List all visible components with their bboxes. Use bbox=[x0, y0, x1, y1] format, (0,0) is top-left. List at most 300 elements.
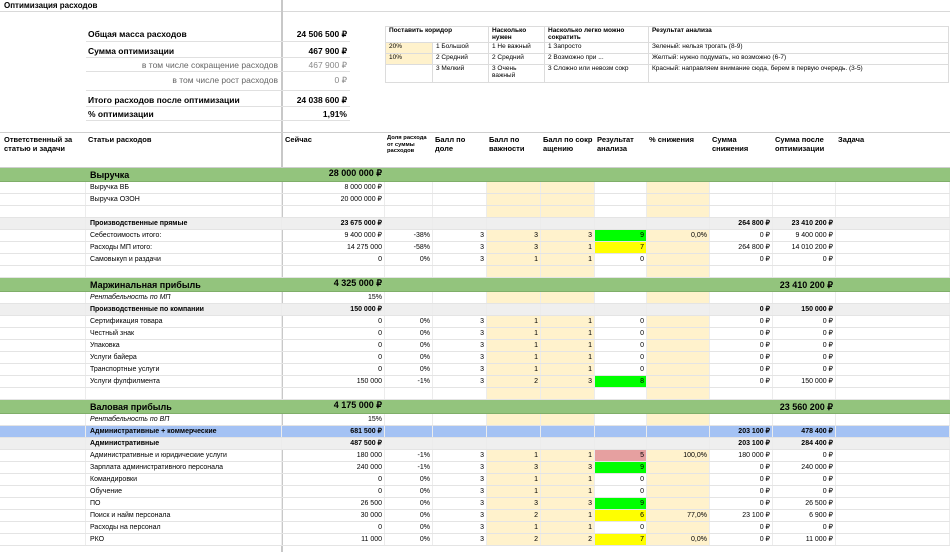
cell-i[interactable]: 0,0% bbox=[647, 534, 710, 545]
cell-i[interactable]: 0,0% bbox=[647, 230, 710, 241]
cell-k[interactable]: 6 900 ₽ bbox=[773, 510, 836, 521]
header-analysis-result[interactable]: Результат анализа bbox=[597, 135, 634, 153]
cell-l[interactable] bbox=[836, 266, 950, 277]
header-task[interactable]: Задача bbox=[838, 135, 865, 144]
cell-a[interactable] bbox=[0, 230, 86, 241]
cell-b[interactable] bbox=[86, 266, 282, 277]
cell-l[interactable] bbox=[836, 340, 950, 351]
cell-b[interactable]: ПО bbox=[86, 498, 282, 509]
cell-j[interactable]: 203 100 ₽ bbox=[710, 438, 773, 449]
summary-opt-growth-value[interactable]: 0 ₽ bbox=[334, 75, 347, 85]
cell-f[interactable]: 1 bbox=[487, 522, 541, 533]
cell-g[interactable]: 1 bbox=[541, 450, 595, 461]
cell-a[interactable] bbox=[0, 426, 86, 437]
header-reduction-pct[interactable]: % снижения bbox=[649, 135, 694, 144]
cell-b[interactable]: Производственные по компании bbox=[86, 304, 282, 315]
cell-d[interactable]: 0% bbox=[385, 486, 433, 497]
cell-e[interactable]: 3 bbox=[433, 450, 487, 461]
cell-k[interactable]: 0 ₽ bbox=[773, 352, 836, 363]
cell-l[interactable] bbox=[836, 316, 950, 327]
cell-a[interactable] bbox=[0, 462, 86, 473]
cell-c[interactable]: 9 400 000 ₽ bbox=[283, 230, 385, 241]
legend-cell[interactable]: 10% bbox=[386, 54, 433, 65]
cell-a[interactable] bbox=[0, 328, 86, 339]
cell-i[interactable] bbox=[647, 522, 710, 533]
cell-g[interactable]: 3 bbox=[541, 376, 595, 387]
cell-j[interactable] bbox=[710, 414, 773, 425]
cell-i[interactable] bbox=[647, 168, 710, 181]
cell-c[interactable]: 11 000 bbox=[283, 534, 385, 545]
cell-d[interactable]: 0% bbox=[385, 474, 433, 485]
cell-j[interactable] bbox=[710, 168, 773, 181]
summary-after-value[interactable]: 24 038 600 ₽ bbox=[296, 95, 347, 105]
cell-a[interactable] bbox=[0, 352, 86, 363]
cell-c[interactable]: 14 275 000 bbox=[283, 242, 385, 253]
cell-d[interactable]: 0% bbox=[385, 340, 433, 351]
legend-cell[interactable]: 20% bbox=[386, 43, 433, 54]
cell-k[interactable]: 284 400 ₽ bbox=[773, 438, 836, 449]
cell-d[interactable] bbox=[385, 304, 433, 315]
cell-g[interactable]: 3 bbox=[541, 230, 595, 241]
cell-a[interactable] bbox=[0, 522, 86, 533]
cell-d[interactable]: 0% bbox=[385, 328, 433, 339]
cell-l[interactable] bbox=[836, 292, 950, 303]
cell-e[interactable]: 3 bbox=[433, 498, 487, 509]
cell-f[interactable]: 2 bbox=[487, 534, 541, 545]
cell-g[interactable] bbox=[541, 388, 595, 399]
cell-k[interactable]: 240 000 ₽ bbox=[773, 462, 836, 473]
cell-h[interactable]: 0 bbox=[595, 522, 647, 533]
cell-l[interactable] bbox=[836, 254, 950, 265]
cell-a[interactable] bbox=[0, 376, 86, 387]
legend-cell[interactable]: Красный: направляем внимание сюда, берем в первую очередь. (3-5) bbox=[649, 65, 949, 83]
cell-a[interactable] bbox=[0, 316, 86, 327]
cell-e[interactable] bbox=[433, 438, 487, 449]
cell-a[interactable] bbox=[0, 474, 86, 485]
cell-h[interactable] bbox=[595, 292, 647, 303]
cell-i[interactable] bbox=[647, 426, 710, 437]
cell-a[interactable] bbox=[0, 218, 86, 229]
cell-g[interactable]: 1 bbox=[541, 254, 595, 265]
cell-c[interactable]: 0 bbox=[283, 316, 385, 327]
cell-e[interactable]: 3 bbox=[433, 534, 487, 545]
cell-i[interactable] bbox=[647, 266, 710, 277]
cell-l[interactable] bbox=[836, 242, 950, 253]
cell-k[interactable]: 0 ₽ bbox=[773, 450, 836, 461]
cell-j[interactable] bbox=[710, 194, 773, 205]
cell-l[interactable] bbox=[836, 278, 950, 291]
cell-f[interactable] bbox=[487, 438, 541, 449]
cell-d[interactable]: -1% bbox=[385, 450, 433, 461]
cell-j[interactable]: 264 800 ₽ bbox=[710, 218, 773, 229]
cell-l[interactable] bbox=[836, 534, 950, 545]
cell-k[interactable]: 23 410 200 ₽ bbox=[773, 278, 836, 291]
cell-l[interactable] bbox=[836, 376, 950, 387]
cell-g[interactable] bbox=[541, 414, 595, 425]
cell-a[interactable] bbox=[0, 534, 86, 545]
cell-i[interactable]: 77,0% bbox=[647, 510, 710, 521]
cell-i[interactable] bbox=[647, 352, 710, 363]
cell-k[interactable]: 14 010 200 ₽ bbox=[773, 242, 836, 253]
cell-h[interactable]: 0 bbox=[595, 486, 647, 497]
summary-opt-value[interactable]: 467 900 ₽ bbox=[308, 46, 347, 56]
cell-d[interactable]: -38% bbox=[385, 230, 433, 241]
cell-b[interactable]: Производственные прямые bbox=[86, 218, 282, 229]
cell-d[interactable] bbox=[385, 266, 433, 277]
cell-f[interactable]: 1 bbox=[487, 364, 541, 375]
cell-g[interactable] bbox=[541, 278, 595, 291]
cell-e[interactable] bbox=[433, 278, 487, 291]
cell-d[interactable] bbox=[385, 292, 433, 303]
cell-a[interactable] bbox=[0, 194, 86, 205]
cell-g[interactable]: 1 bbox=[541, 328, 595, 339]
header-reduction-sum[interactable]: Сумма снижения bbox=[712, 135, 749, 153]
cell-e[interactable]: 3 bbox=[433, 522, 487, 533]
cell-h[interactable]: 0 bbox=[595, 254, 647, 265]
cell-k[interactable]: 9 400 000 ₽ bbox=[773, 230, 836, 241]
cell-e[interactable] bbox=[433, 266, 487, 277]
cell-f[interactable]: 3 bbox=[487, 242, 541, 253]
cell-f[interactable] bbox=[487, 206, 541, 217]
cell-b[interactable]: Самовыкуп и раздачи bbox=[86, 254, 282, 265]
cell-e[interactable]: 3 bbox=[433, 316, 487, 327]
cell-b[interactable] bbox=[86, 388, 282, 399]
cell-h[interactable] bbox=[595, 266, 647, 277]
cell-g[interactable] bbox=[541, 182, 595, 193]
cell-a[interactable] bbox=[0, 498, 86, 509]
cell-d[interactable]: 0% bbox=[385, 352, 433, 363]
cell-a[interactable] bbox=[0, 364, 86, 375]
cell-h[interactable] bbox=[595, 194, 647, 205]
cell-k[interactable] bbox=[773, 206, 836, 217]
cell-c[interactable]: 0 bbox=[283, 486, 385, 497]
cell-k[interactable]: 0 ₽ bbox=[773, 316, 836, 327]
cell-a[interactable] bbox=[0, 278, 86, 291]
cell-c[interactable]: 20 000 000 ₽ bbox=[283, 194, 385, 205]
cell-d[interactable] bbox=[385, 194, 433, 205]
cell-e[interactable]: 3 bbox=[433, 352, 487, 363]
cell-d[interactable]: -58% bbox=[385, 242, 433, 253]
cell-e[interactable] bbox=[433, 426, 487, 437]
cell-l[interactable] bbox=[836, 510, 950, 521]
cell-k[interactable]: 478 400 ₽ bbox=[773, 426, 836, 437]
cell-h[interactable]: 0 bbox=[595, 364, 647, 375]
cell-a[interactable] bbox=[0, 182, 86, 193]
cell-f[interactable]: 1 bbox=[487, 340, 541, 351]
cell-h[interactable]: 7 bbox=[595, 534, 647, 545]
cell-e[interactable]: 3 bbox=[433, 462, 487, 473]
cell-g[interactable] bbox=[541, 400, 595, 413]
cell-d[interactable]: 0% bbox=[385, 316, 433, 327]
cell-l[interactable] bbox=[836, 352, 950, 363]
cell-l[interactable] bbox=[836, 218, 950, 229]
cell-e[interactable]: 3 bbox=[433, 328, 487, 339]
cell-d[interactable] bbox=[385, 218, 433, 229]
cell-c[interactable]: 681 500 ₽ bbox=[283, 426, 385, 437]
cell-g[interactable] bbox=[541, 194, 595, 205]
cell-l[interactable] bbox=[836, 400, 950, 413]
cell-j[interactable]: 203 100 ₽ bbox=[710, 426, 773, 437]
cell-g[interactable]: 1 bbox=[541, 316, 595, 327]
legend-cell[interactable] bbox=[386, 65, 433, 83]
cell-f[interactable] bbox=[487, 266, 541, 277]
header-score-importance[interactable]: Балл по важности bbox=[489, 135, 525, 153]
cell-e[interactable]: 3 bbox=[433, 254, 487, 265]
cell-a[interactable] bbox=[0, 486, 86, 497]
header-expense-item[interactable]: Статьи расходов bbox=[88, 135, 152, 144]
cell-e[interactable] bbox=[433, 292, 487, 303]
cell-j[interactable] bbox=[710, 266, 773, 277]
cell-a[interactable] bbox=[0, 266, 86, 277]
cell-f[interactable]: 1 bbox=[487, 254, 541, 265]
cell-f[interactable] bbox=[487, 218, 541, 229]
cell-b[interactable]: Расходы на персонал bbox=[86, 522, 282, 533]
cell-j[interactable]: 0 ₽ bbox=[710, 534, 773, 545]
header-score-share[interactable]: Балл по доле bbox=[435, 135, 466, 153]
cell-d[interactable]: 0% bbox=[385, 534, 433, 545]
cell-a[interactable] bbox=[0, 254, 86, 265]
cell-j[interactable]: 180 000 ₽ bbox=[710, 450, 773, 461]
cell-d[interactable]: 0% bbox=[385, 510, 433, 521]
cell-f[interactable] bbox=[487, 400, 541, 413]
cell-j[interactable]: 0 ₽ bbox=[710, 462, 773, 473]
cell-c[interactable]: 0 bbox=[283, 364, 385, 375]
cell-l[interactable] bbox=[836, 182, 950, 193]
header-share[interactable]: Доля расхода от суммы расходов bbox=[387, 135, 427, 154]
cell-i[interactable] bbox=[647, 242, 710, 253]
cell-a[interactable] bbox=[0, 450, 86, 461]
cell-b[interactable]: Упаковка bbox=[86, 340, 282, 351]
cell-d[interactable] bbox=[385, 206, 433, 217]
cell-g[interactable]: 1 bbox=[541, 510, 595, 521]
cell-g[interactable] bbox=[541, 438, 595, 449]
cell-g[interactable] bbox=[541, 304, 595, 315]
cell-j[interactable]: 0 ₽ bbox=[710, 340, 773, 351]
legend-cell[interactable]: 2 Возможно при ... bbox=[545, 54, 649, 65]
cell-c[interactable] bbox=[283, 388, 385, 399]
cell-c[interactable]: 30 000 bbox=[283, 510, 385, 521]
cell-h[interactable]: 9 bbox=[595, 498, 647, 509]
cell-h[interactable] bbox=[595, 182, 647, 193]
cell-k[interactable]: 0 ₽ bbox=[773, 328, 836, 339]
cell-i[interactable] bbox=[647, 364, 710, 375]
cell-l[interactable] bbox=[836, 498, 950, 509]
cell-j[interactable] bbox=[710, 182, 773, 193]
cell-j[interactable]: 0 ₽ bbox=[710, 522, 773, 533]
cell-i[interactable] bbox=[647, 498, 710, 509]
cell-a[interactable] bbox=[0, 304, 86, 315]
cell-f[interactable]: 1 bbox=[487, 328, 541, 339]
cell-k[interactable] bbox=[773, 194, 836, 205]
cell-i[interactable] bbox=[647, 438, 710, 449]
cell-d[interactable]: 0% bbox=[385, 254, 433, 265]
cell-h[interactable] bbox=[595, 206, 647, 217]
header-owner[interactable]: Ответственный за статью и задачи bbox=[4, 135, 73, 153]
cell-f[interactable] bbox=[487, 414, 541, 425]
legend-cell[interactable]: 3 Очень важный bbox=[489, 65, 545, 83]
cell-f[interactable]: 1 bbox=[487, 352, 541, 363]
cell-e[interactable] bbox=[433, 206, 487, 217]
cell-e[interactable]: 3 bbox=[433, 242, 487, 253]
cell-d[interactable] bbox=[385, 388, 433, 399]
cell-i[interactable] bbox=[647, 474, 710, 485]
cell-b[interactable]: Честный знак bbox=[86, 328, 282, 339]
cell-k[interactable]: 0 ₽ bbox=[773, 522, 836, 533]
cell-i[interactable] bbox=[647, 254, 710, 265]
cell-f[interactable] bbox=[487, 304, 541, 315]
cell-c[interactable]: 15% bbox=[283, 414, 385, 425]
cell-c[interactable]: 8 000 000 ₽ bbox=[283, 182, 385, 193]
cell-b[interactable]: Транспортные услуги bbox=[86, 364, 282, 375]
cell-h[interactable]: 8 bbox=[595, 376, 647, 387]
cell-h[interactable]: 9 bbox=[595, 230, 647, 241]
cell-b[interactable]: Услуги фулфилмента bbox=[86, 376, 282, 387]
cell-b[interactable]: Себестоимость итого: bbox=[86, 230, 282, 241]
cell-b[interactable]: Валовая прибыль bbox=[86, 400, 282, 413]
cell-g[interactable]: 1 bbox=[541, 474, 595, 485]
cell-i[interactable] bbox=[647, 304, 710, 315]
cell-e[interactable]: 3 bbox=[433, 230, 487, 241]
cell-a[interactable] bbox=[0, 168, 86, 181]
cell-f[interactable]: 1 bbox=[487, 486, 541, 497]
cell-c[interactable]: 0 bbox=[283, 522, 385, 533]
cell-c[interactable]: 0 bbox=[283, 352, 385, 363]
cell-k[interactable]: 23 560 200 ₽ bbox=[773, 400, 836, 413]
cell-b[interactable]: Выручка bbox=[86, 168, 282, 181]
cell-c[interactable]: 0 bbox=[283, 254, 385, 265]
cell-c[interactable]: 240 000 bbox=[283, 462, 385, 473]
cell-c[interactable] bbox=[283, 206, 385, 217]
cell-h[interactable]: 0 bbox=[595, 316, 647, 327]
cell-k[interactable]: 0 ₽ bbox=[773, 474, 836, 485]
summary-opt-cut-value[interactable]: 467 900 ₽ bbox=[308, 60, 347, 70]
cell-d[interactable] bbox=[385, 426, 433, 437]
cell-k[interactable] bbox=[773, 182, 836, 193]
cell-h[interactable] bbox=[595, 388, 647, 399]
cell-g[interactable]: 1 bbox=[541, 522, 595, 533]
cell-e[interactable]: 3 bbox=[433, 474, 487, 485]
cell-g[interactable] bbox=[541, 292, 595, 303]
cell-b[interactable]: Выручка ВБ bbox=[86, 182, 282, 193]
cell-k[interactable]: 0 ₽ bbox=[773, 340, 836, 351]
cell-g[interactable]: 3 bbox=[541, 462, 595, 473]
cell-h[interactable] bbox=[595, 278, 647, 291]
cell-d[interactable]: -1% bbox=[385, 376, 433, 387]
cell-d[interactable]: 0% bbox=[385, 364, 433, 375]
cell-k[interactable] bbox=[773, 388, 836, 399]
cell-b[interactable]: Административные и юридические услуги bbox=[86, 450, 282, 461]
legend-cell[interactable]: 2 Средний bbox=[433, 54, 489, 65]
cell-j[interactable]: 0 ₽ bbox=[710, 364, 773, 375]
cell-d[interactable]: 0% bbox=[385, 498, 433, 509]
cell-c[interactable]: 0 bbox=[283, 340, 385, 351]
cell-f[interactable]: 3 bbox=[487, 498, 541, 509]
cell-b[interactable]: Зарплата административного персонала bbox=[86, 462, 282, 473]
cell-j[interactable]: 0 ₽ bbox=[710, 316, 773, 327]
cell-f[interactable]: 2 bbox=[487, 376, 541, 387]
cell-k[interactable]: 0 ₽ bbox=[773, 254, 836, 265]
cell-j[interactable]: 0 ₽ bbox=[710, 230, 773, 241]
cell-c[interactable]: 150 000 bbox=[283, 376, 385, 387]
cell-b[interactable]: Маржинальная прибыль bbox=[86, 278, 282, 291]
cell-d[interactable] bbox=[385, 182, 433, 193]
cell-now[interactable]: 4 175 000 ₽ bbox=[283, 400, 385, 413]
cell-c[interactable]: 23 675 000 ₽ bbox=[283, 218, 385, 229]
cell-e[interactable]: 3 bbox=[433, 510, 487, 521]
cell-g[interactable] bbox=[541, 218, 595, 229]
cell-b[interactable]: Административные bbox=[86, 438, 282, 449]
cell-l[interactable] bbox=[836, 230, 950, 241]
cell-h[interactable] bbox=[595, 218, 647, 229]
cell-g[interactable]: 1 bbox=[541, 352, 595, 363]
cell-j[interactable]: 0 ₽ bbox=[710, 304, 773, 315]
cell-h[interactable] bbox=[595, 400, 647, 413]
cell-j[interactable] bbox=[710, 278, 773, 291]
cell-f[interactable]: 3 bbox=[487, 462, 541, 473]
cell-l[interactable] bbox=[836, 486, 950, 497]
legend-cell[interactable]: 2 Средний bbox=[489, 54, 545, 65]
cell-k[interactable]: 0 ₽ bbox=[773, 364, 836, 375]
cell-l[interactable] bbox=[836, 206, 950, 217]
cell-e[interactable]: 3 bbox=[433, 486, 487, 497]
cell-l[interactable] bbox=[836, 168, 950, 181]
summary-pct-value[interactable]: 1,91% bbox=[322, 109, 347, 119]
cell-b[interactable]: Рентабельность по ВП bbox=[86, 414, 282, 425]
cell-d[interactable] bbox=[385, 438, 433, 449]
cell-f[interactable] bbox=[487, 426, 541, 437]
cell-f[interactable] bbox=[487, 168, 541, 181]
cell-g[interactable]: 1 bbox=[541, 364, 595, 375]
cell-a[interactable] bbox=[0, 388, 86, 399]
cell-g[interactable]: 2 bbox=[541, 534, 595, 545]
legend-cell[interactable]: 3 Сложно или невозм сокр bbox=[545, 65, 649, 83]
cell-h[interactable] bbox=[595, 426, 647, 437]
cell-l[interactable] bbox=[836, 364, 950, 375]
cell-h[interactable] bbox=[595, 304, 647, 315]
cell-i[interactable] bbox=[647, 400, 710, 413]
cell-f[interactable]: 1 bbox=[487, 474, 541, 485]
cell-a[interactable] bbox=[0, 292, 86, 303]
cell-c[interactable]: 0 bbox=[283, 328, 385, 339]
cell-j[interactable]: 0 ₽ bbox=[710, 474, 773, 485]
cell-e[interactable]: 3 bbox=[433, 364, 487, 375]
cell-b[interactable]: Услуги байера bbox=[86, 352, 282, 363]
cell-i[interactable] bbox=[647, 328, 710, 339]
cell-a[interactable] bbox=[0, 510, 86, 521]
cell-f[interactable]: 1 bbox=[487, 450, 541, 461]
cell-e[interactable]: 3 bbox=[433, 340, 487, 351]
cell-j[interactable]: 23 100 ₽ bbox=[710, 510, 773, 521]
cell-i[interactable] bbox=[647, 278, 710, 291]
cell-b[interactable]: Сертификация товара bbox=[86, 316, 282, 327]
cell-c[interactable]: 15% bbox=[283, 292, 385, 303]
cell-g[interactable]: 1 bbox=[541, 340, 595, 351]
cell-j[interactable]: 0 ₽ bbox=[710, 486, 773, 497]
cell-l[interactable] bbox=[836, 414, 950, 425]
cell-h[interactable] bbox=[595, 414, 647, 425]
cell-l[interactable] bbox=[836, 426, 950, 437]
cell-c[interactable]: 150 000 ₽ bbox=[283, 304, 385, 315]
cell-i[interactable] bbox=[647, 376, 710, 387]
cell-l[interactable] bbox=[836, 522, 950, 533]
cell-a[interactable] bbox=[0, 438, 86, 449]
cell-j[interactable] bbox=[710, 400, 773, 413]
cell-j[interactable] bbox=[710, 206, 773, 217]
cell-h[interactable]: 0 bbox=[595, 474, 647, 485]
cell-i[interactable] bbox=[647, 206, 710, 217]
cell-e[interactable] bbox=[433, 218, 487, 229]
cell-k[interactable]: 23 410 200 ₽ bbox=[773, 218, 836, 229]
